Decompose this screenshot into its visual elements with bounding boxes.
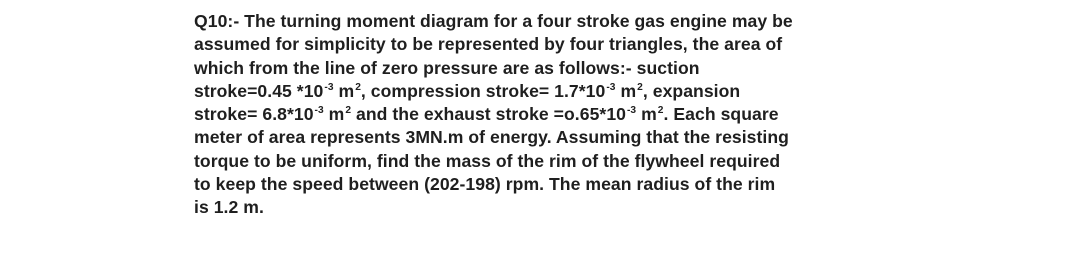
expansion-label: , expansion bbox=[642, 80, 741, 101]
question-line-3-text: which from the line of zero pressure are as follows:- suction bbox=[194, 57, 700, 78]
exponent-superscript: -3 bbox=[314, 104, 324, 116]
question-line-9 bbox=[194, 196, 894, 219]
question-line-5 bbox=[194, 103, 894, 126]
question-line-7-text: torque to be uniform, find the mass of the rim of the flywheel required bbox=[194, 150, 781, 171]
exhaust-stroke-label: and the exhaust stroke =o.65*10 bbox=[351, 104, 626, 125]
suction-stroke-label: stroke=0.45 *10 bbox=[194, 80, 324, 101]
unit-text: m bbox=[636, 104, 657, 125]
question-line-1 bbox=[194, 10, 894, 33]
question-line-4 bbox=[194, 80, 894, 103]
exponent-superscript: -3 bbox=[324, 81, 334, 93]
question-line-9-text: is 1.2 m. bbox=[194, 197, 264, 218]
question-line-2-text: assumed for simplicity to be represented by four triangles, the area of bbox=[194, 34, 783, 55]
expansion-stroke-label: stroke= 6.8*10 bbox=[194, 104, 314, 125]
unit-text: m bbox=[333, 80, 355, 101]
question-text bbox=[194, 10, 894, 220]
question-line-3 bbox=[194, 57, 894, 80]
unit-superscript: 2 bbox=[637, 81, 643, 93]
question-line-8-text: to keep the speed between (202-198) rpm. The mean radius of the rim bbox=[194, 174, 776, 195]
each-square-label: . Each square bbox=[663, 104, 779, 125]
question-line-8 bbox=[194, 173, 894, 196]
exponent-superscript: -3 bbox=[626, 104, 637, 116]
compression-stroke-label: , compression stroke= 1.7*10 bbox=[360, 80, 606, 101]
unit-text: m bbox=[323, 104, 345, 125]
question-line-1-text: Q10:- The turning moment diagram for a four stroke gas engine may be bbox=[194, 11, 793, 31]
unit-superscript: 2 bbox=[355, 81, 361, 93]
unit-superscript: 2 bbox=[345, 104, 352, 116]
question-line-7 bbox=[194, 150, 894, 173]
question-line-6-text: meter of area represents 3MN.m of energy. Assuming that the resisting bbox=[194, 127, 789, 148]
exponent-superscript: -3 bbox=[606, 81, 616, 93]
question-line-6 bbox=[194, 126, 894, 149]
unit-superscript: 2 bbox=[657, 104, 664, 116]
question-line-2 bbox=[194, 33, 894, 56]
unit-text: m bbox=[615, 80, 637, 101]
